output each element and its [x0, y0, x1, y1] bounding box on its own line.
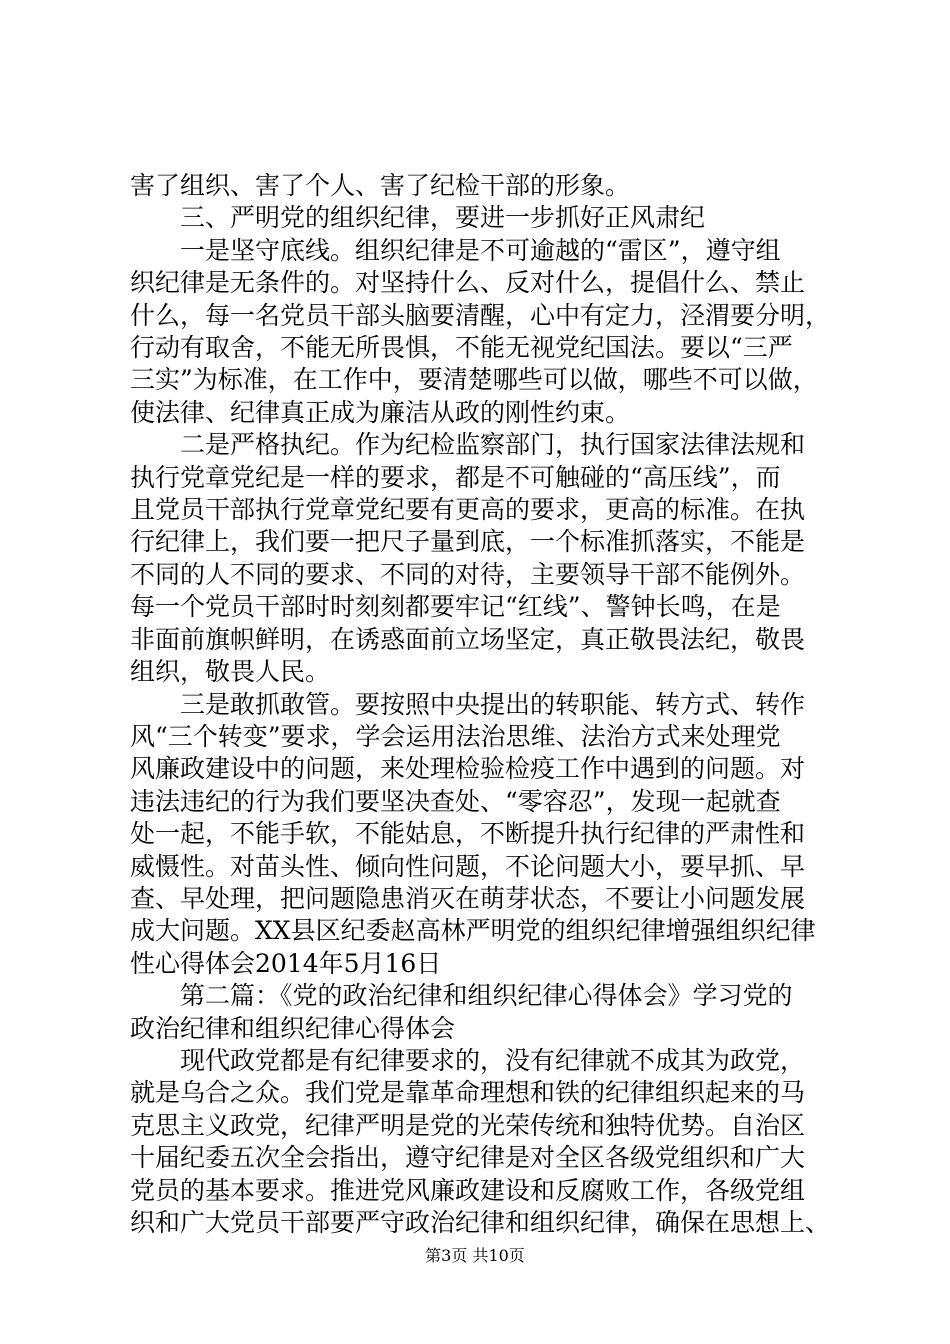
text-line: 性心得体会2014年5月16日: [130, 948, 442, 978]
text-line: 现代政党都是有纪律要求的，没有纪律就不成其为政党，: [130, 1045, 806, 1075]
text-line: 一是坚守底线。组织纪律是不可逾越的“雷区”，遵守组: [130, 235, 781, 265]
text-line: 风廉政建设中的问题，来处理检验检疫工作中遇到的问题。对: [130, 754, 806, 784]
body-text: [130, 170, 830, 1239]
text-line: 行动有取舍，不能无所畏惧，不能无视党纪国法。要以“三严: [130, 333, 793, 363]
text-line: 就是乌合之众。我们党是靠革命理想和铁的纪律组织起来的马: [130, 1078, 806, 1108]
text-line: 不同的人不同的要求、不同的对待，主要领导干部不能例外。: [130, 559, 806, 589]
text-line: 组织，敬畏人民。: [130, 657, 331, 687]
section-heading-line: 三、严明党的组织纪律，要进一步抓好正风肃纪: [130, 203, 706, 233]
text-line: 查、早处理，把问题隐患消灭在萌芽状态，不要让小问题发展: [130, 883, 806, 913]
section-heading-line: 政治纪律和组织纪律心得体会: [130, 1013, 456, 1043]
text-line: 什么，每一名党员干部头脑要清醒，心中有定力，泾渭要分明，: [130, 300, 831, 330]
text-line: 行纪律上，我们要一把尺子量到底，一个标准抓落实，不能是: [130, 527, 806, 557]
page-number-footer: 第3页 共10页: [425, 1246, 525, 1265]
text-line: 每一个党员干部时时刻刻都要牢记“红线”、警钟长鸣，在是: [130, 592, 781, 622]
text-line: 二是严格执纪。作为纪检监察部门，执行国家法律法规和: [130, 430, 806, 460]
text-line: 十届纪委五次全会指出，遵守纪律是对全区各级党组织和广大: [130, 1143, 806, 1173]
text-line: 且党员干部执行党章党纪要有更高的要求，更高的标准。在执: [130, 495, 806, 525]
text-line: 风“三个转变”要求，学会运用法治思维、法治方式来处理党: [130, 721, 781, 751]
text-line: 织和广大党员干部要严守政治纪律和组织纪律，确保在思想上、: [130, 1208, 831, 1237]
text-line: 违法违纪的行为我们要坚决查处、“零容忍”，发现一起就查: [130, 786, 781, 816]
text-line: 成大问题。XX县区纪委赵高林严明党的组织纪律增强组织纪律: [130, 916, 816, 946]
text-line: 织纪律是无条件的。对坚持什么、反对什么，提倡什么、禁止: [130, 268, 806, 298]
text-line: 克思主义政党，纪律严明是党的光荣传统和独特优势。自治区: [130, 1110, 806, 1140]
text-line: 三实”为标准，在工作中，要清楚哪些可以做，哪些不可以做，: [130, 365, 818, 395]
text-line: 三是敢抓敢管。要按照中央提出的转职能、转方式、转作: [130, 689, 806, 719]
text-line: 执行党章党纪是一样的要求，都是不可触碰的“高压线”，而: [130, 462, 781, 492]
text-line: 党员的基本要求。推进党风廉政建设和反腐败工作，各级党组: [130, 1175, 806, 1205]
text-line: 非面前旗帜鲜明，在诱惑面前立场坚定，真正敬畏法纪，敬畏: [130, 624, 806, 654]
section-heading-line: 第二篇：《党的政治纪律和组织纪律心得体会》学习党的: [130, 981, 793, 1011]
text-line: 使法律、纪律真正成为廉洁从政的刚性约束。: [130, 397, 631, 427]
text-line: 害了组织、害了个人、害了纪检干部的形象。: [130, 171, 631, 200]
text-line: 处一起，不能手软，不能姑息，不断提升执行纪律的严肃性和: [130, 819, 806, 849]
text-line: 威慑性。对苗头性、倾向性问题，不论问题大小，要早抓、早: [130, 851, 806, 881]
